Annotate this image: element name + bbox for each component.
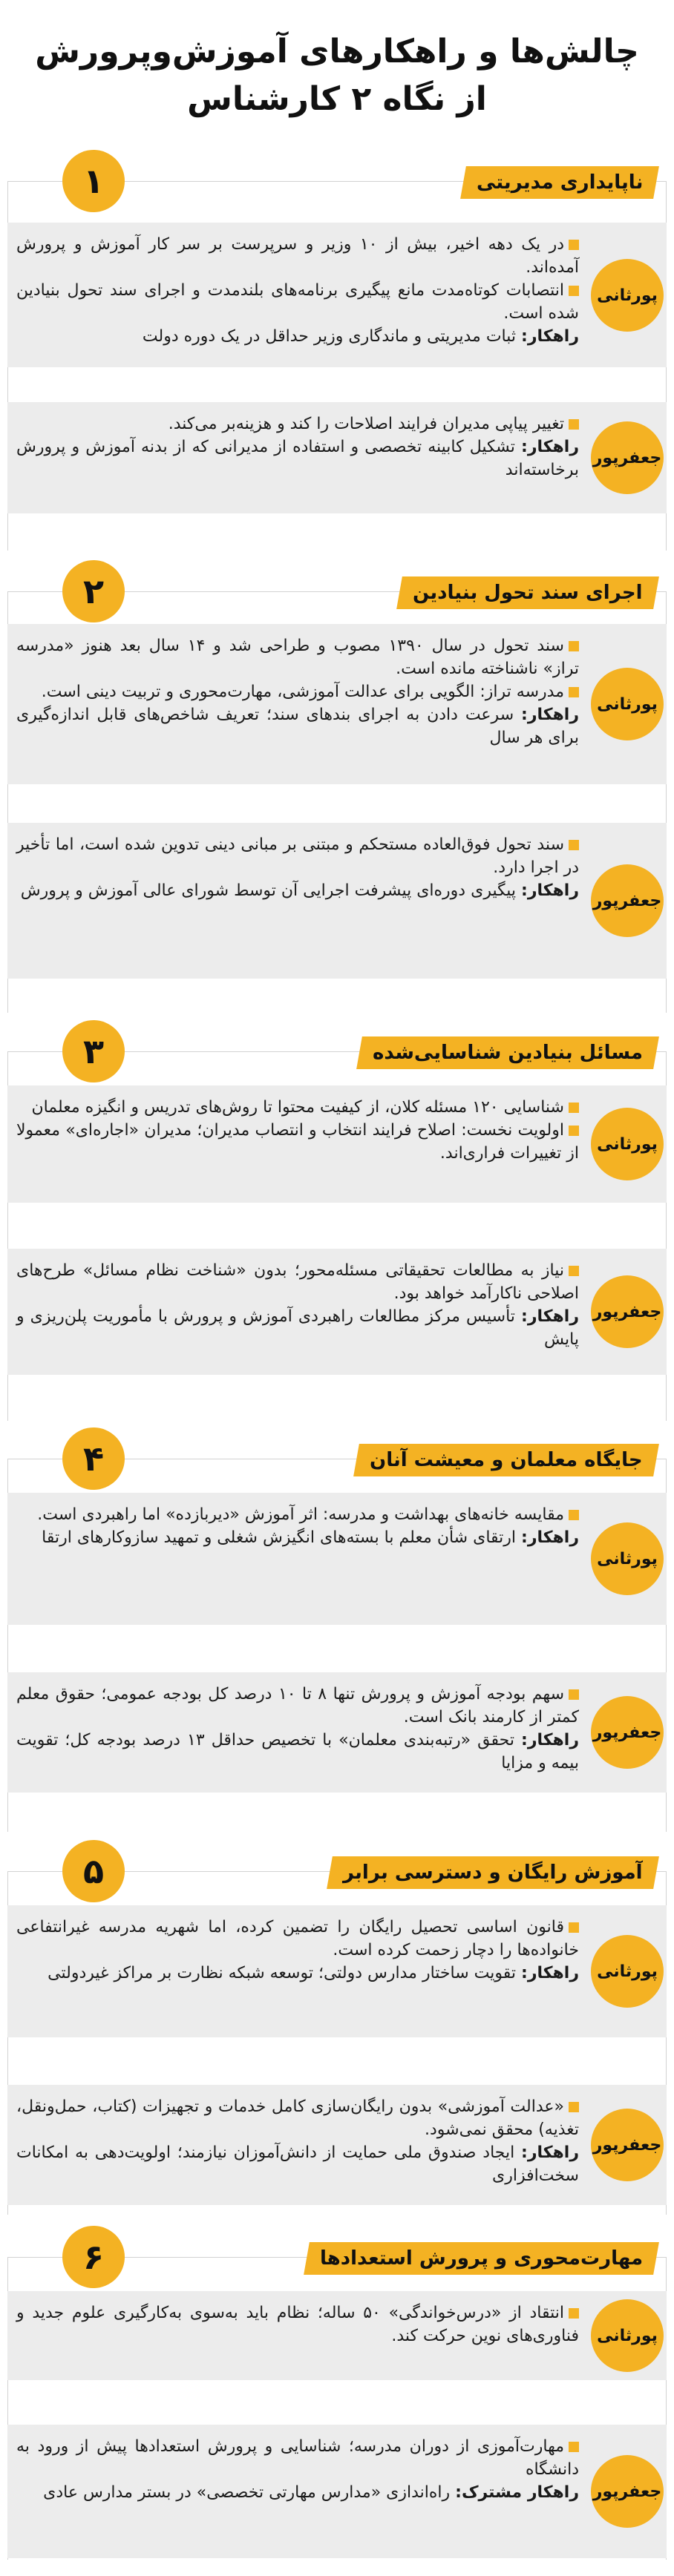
solution-text: راه‌اندازی «مدارس مهارتی تخصصی» در بستر مدارس عادی: [43, 2483, 451, 2502]
section-1: [0, 150, 674, 551]
expert-name-badge: پورثانی: [591, 1935, 664, 2008]
section-title: [356, 1036, 659, 1069]
expert-name-badge: جعفرپور: [591, 2455, 664, 2528]
section-title: [397, 576, 659, 609]
expert-block-poursani: [7, 1905, 667, 2037]
bullet-text: نیاز به مطالعات تحقیقاتی مسئله‌محور؛ بدون «شناخت نظام مسائل» طرح‌های اصلاحی ناکارآمد خواهد بود.: [16, 1261, 579, 1303]
square-bullet-icon: [569, 286, 579, 296]
solution-label: راهکار:: [521, 1307, 579, 1326]
expert-name-badge: پورثانی: [591, 2299, 664, 2372]
square-bullet-icon: [569, 2102, 579, 2112]
expert-points: [16, 1096, 579, 1165]
square-bullet-icon: [569, 419, 579, 430]
section-number: ۵: [62, 1840, 125, 1902]
solution-line: [16, 1962, 579, 1985]
solution-text: پیگیری دوره‌ای پیشرفت اجرایی آن توسط شورای عالی آموزش و پرورش: [20, 881, 517, 900]
expert-name-badge: پورثانی: [591, 1108, 664, 1180]
solution-text: تأسیس مرکز مطالعات راهبردی آموزش و پرورش با مأموریت پلن‌ریزی و پایش: [16, 1307, 579, 1349]
expert-points: [16, 2301, 579, 2347]
solution-line: [16, 1729, 579, 1775]
solution-text: ایجاد صندوق ملی حمایت از دانش‌آموزان نیازمند؛ اولویت‌دهی به امکانات سخت‌افزاری: [16, 2143, 579, 2185]
square-bullet-icon: [569, 687, 579, 697]
square-bullet-icon: [569, 840, 579, 850]
solution-line: [16, 1305, 579, 1351]
square-bullet-icon: [569, 1510, 579, 1520]
expert-name-badge: جعفرپور: [591, 1696, 664, 1769]
solution-line: [16, 703, 579, 749]
bullet-text: سند تحول فوق‌العاده مستحکم و مبتنی بر مبانی دینی تدوین شده است، اما تأخیر در اجرا دارد.: [16, 835, 579, 877]
expert-block-jafarpour: [7, 2085, 667, 2205]
expert-block-poursani: [7, 624, 667, 784]
solution-text: سرعت دادن به اجرای بندهای سند؛ تعریف شاخص‌های قابل اندازه‌گیری برای هر سال: [16, 706, 579, 747]
expert-block-poursani: [7, 2291, 667, 2380]
section-title-text: مهارت‌محوری و پرورش استعدادها: [319, 2247, 643, 2270]
expert-name-badge: جعفرپور: [591, 421, 664, 494]
expert-points: [16, 1503, 579, 1549]
square-bullet-icon: [569, 1689, 579, 1700]
expert-name-badge: جعفرپور: [591, 864, 664, 937]
expert-block-jafarpour: [7, 1672, 667, 1793]
section-number: ۴: [62, 1427, 125, 1490]
bullet-point: [16, 413, 579, 436]
expert-name-badge: پورثانی: [591, 259, 664, 332]
page-title: چالش‌ها و راهکارهای آموزش‌وپرورش از نگاه ۲ کارشناس: [35, 33, 639, 118]
section-title-text: اجرای سند تحول بنیادین: [413, 582, 643, 604]
bullet-point: [16, 1683, 579, 1729]
section-5: [0, 1840, 674, 2215]
bullet-point: [16, 1259, 579, 1305]
expert-points: [16, 413, 579, 482]
section-4: [0, 1427, 674, 1832]
bullet-text: مهارت‌آموزی از دوران مدرسه؛ شناسایی و پرورش استعدادها پیش از ورود به دانشگاه: [16, 2437, 579, 2479]
solution-label: راهکار:: [521, 438, 580, 456]
solution-line: [16, 2481, 579, 2504]
section-2: [0, 560, 674, 1013]
square-bullet-icon: [569, 240, 579, 250]
square-bullet-icon: [569, 1266, 579, 1276]
bullet-point: [16, 233, 579, 279]
bullet-text: سهم بودجه آموزش و پرورش تنها ۸ تا ۱۰ درصد کل بودجه عمومی؛ حقوق معلم کمتر از کارمند بانک است.: [16, 1685, 579, 1726]
section-title: [460, 166, 659, 199]
bullet-text: شناسایی ۱۲۰ مسئله کلان، از کیفیت محتوا تا روش‌های تدریس و انگیزه معلمان: [31, 1098, 564, 1117]
section-6: [0, 2226, 674, 2560]
expert-name-badge: پورثانی: [591, 668, 664, 740]
bullet-point: [16, 680, 579, 703]
expert-block-poursani: [7, 223, 667, 367]
bullet-point: [16, 1119, 579, 1165]
section-title-text: مسائل بنیادین شناسایی‌شده: [373, 1042, 643, 1064]
section-header: [0, 1840, 674, 1904]
expert-points: [16, 1683, 579, 1775]
expert-block-jafarpour: [7, 402, 667, 513]
solution-label: راهکار:: [521, 2143, 579, 2162]
solution-text: تشکیل کابینه تخصصی و استفاده از مدیرانی که از بدنه آموزش و پرورش برخاسته‌اند: [16, 438, 579, 479]
section-3: [0, 1020, 674, 1421]
square-bullet-icon: [569, 1922, 579, 1933]
section-title-text: ناپایداری مدیریتی: [476, 171, 643, 194]
section-number: ۲: [62, 560, 125, 622]
solution-label: راهکار:: [521, 1964, 579, 1982]
expert-name-badge: پورثانی: [591, 1522, 664, 1595]
expert-block-poursani: [7, 1085, 667, 1203]
bullet-point: [16, 1096, 579, 1119]
solution-label: راهکار:: [521, 706, 580, 724]
bullet-text: در یک دهه اخیر، بیش از ۱۰ وزیر و سرپرست بر سر کار آموزش و پرورش آمده‌اند.: [16, 235, 579, 277]
solution-line: [16, 1526, 579, 1549]
solution-label: راهکار:: [521, 1528, 579, 1547]
section-title-text: جایگاه معلمان و معیشت آنان: [370, 1449, 643, 1471]
expert-name-badge: جعفرپور: [591, 2109, 664, 2181]
solution-label: راهکار مشترک:: [455, 2483, 579, 2502]
section-header: [0, 560, 674, 624]
expert-points: [16, 634, 579, 749]
expert-points: [16, 1916, 579, 1985]
bullet-point: [16, 2095, 579, 2141]
section-title: [327, 1856, 659, 1889]
square-bullet-icon: [569, 641, 579, 651]
bullet-point: [16, 2301, 579, 2347]
expert-name-badge: جعفرپور: [591, 1275, 664, 1348]
expert-points: [16, 833, 579, 902]
bullet-point: [16, 279, 579, 325]
solution-label: راهکار:: [521, 881, 579, 900]
expert-points: [16, 2095, 579, 2187]
section-number: ۶: [62, 2226, 125, 2288]
solution-line: [16, 879, 579, 902]
bullet-point: [16, 2435, 579, 2481]
square-bullet-icon: [569, 1126, 579, 1136]
bullet-text: «عدالت آموزشی» بدون رایگان‌سازی کامل خدمات و تجهیزات (کتاب، حمل‌ونقل، تغذیه) محقق نمی‌شود.: [16, 2097, 579, 2139]
solution-line: [16, 2141, 579, 2187]
section-header: [0, 2226, 674, 2290]
square-bullet-icon: [569, 2308, 579, 2319]
bullet-text: سند تحول در سال ۱۳۹۰ مصوب و طراحی شد و ۱۴ سال بعد هنوز «مدرسه تراز» ناشناخته مانده است.: [16, 637, 579, 678]
section-title: [353, 1444, 658, 1476]
square-bullet-icon: [569, 1103, 579, 1113]
expert-block-jafarpour: [7, 2425, 667, 2558]
expert-block-jafarpour: [7, 1249, 667, 1375]
bullet-text: قانون اساسی تحصیل رایگان را تضمین کرده، اما شهریه مدرسه غیرانتفاعی خانواده‌ها را دچار زحمت کرده است.: [16, 1918, 579, 1959]
section-number: ۳: [62, 1020, 125, 1082]
solution-line: [16, 325, 579, 348]
expert-block-jafarpour: [7, 823, 667, 979]
section-number: ۱: [62, 150, 125, 212]
bullet-point: [16, 1916, 579, 1962]
bullet-text: مقایسه خانه‌های بهداشت و مدرسه: اثر آموزش «دیربازده» اما راهبردی است.: [37, 1505, 564, 1524]
section-title-text: آموزش رایگان و دسترسی برابر: [343, 1862, 643, 1884]
solution-text: ارتقای شأن معلم با بسته‌های انگیزش شغلی و تمهید سازوکارهای ارتقا: [42, 1528, 517, 1547]
bullet-text: انتصابات کوتاه‌مدت مانع پیگیری برنامه‌های بلندمدت و اجرای سند تحول بنیادین شده است.: [16, 281, 579, 323]
solution-label: راهکار:: [521, 327, 579, 346]
section-header: [0, 1020, 674, 1084]
bullet-point: [16, 634, 579, 680]
solution-text: ثبات مدیریتی و ماندگاری وزیر حداقل در یک دوره دولت: [142, 327, 517, 346]
square-bullet-icon: [569, 2442, 579, 2452]
solution-line: [16, 436, 579, 482]
expert-block-poursani: [7, 1493, 667, 1625]
bullet-text: انتقاد از «درس‌خواندگی» ۵۰ ساله؛ نظام باید به‌سوی به‌کارگیری علوم جدید و فناوری‌های نوین حرکت کند.: [16, 2304, 579, 2345]
section-header: [0, 150, 674, 214]
solution-text: تقویت ساختار مدارس دولتی؛ توسعه شبکه نظارت بر مراکز غیردولتی: [48, 1964, 517, 1982]
solution-label: راهکار:: [521, 1731, 579, 1749]
bullet-text: اولویت نخست: اصلاح فرایند انتخاب و انتصاب مدیران؛ مدیران «اجاره‌ای» معمولا از تغییرات فراری‌اند.: [16, 1121, 579, 1163]
expert-points: [16, 1259, 579, 1351]
section-title: [304, 2242, 659, 2275]
bullet-point: [16, 1503, 579, 1526]
bullet-text: تغییر پیاپی مدیران فرایند اصلاحات را کند و هزینه‌بر می‌کند.: [168, 415, 564, 433]
expert-points: [16, 233, 579, 348]
expert-points: [16, 2435, 579, 2504]
section-header: [0, 1427, 674, 1491]
bullet-point: [16, 833, 579, 879]
solution-text: تحقق «رتبه‌بندی معلمان» با تخصیص حداقل ۱۳ درصد بودجه کل؛ تقویت بیمه و مزایا: [16, 1731, 579, 1772]
bullet-text: مدرسه تراز: الگویی برای عدالت آموزشی، مهارت‌محوری و تربیت دینی است.: [41, 683, 564, 701]
